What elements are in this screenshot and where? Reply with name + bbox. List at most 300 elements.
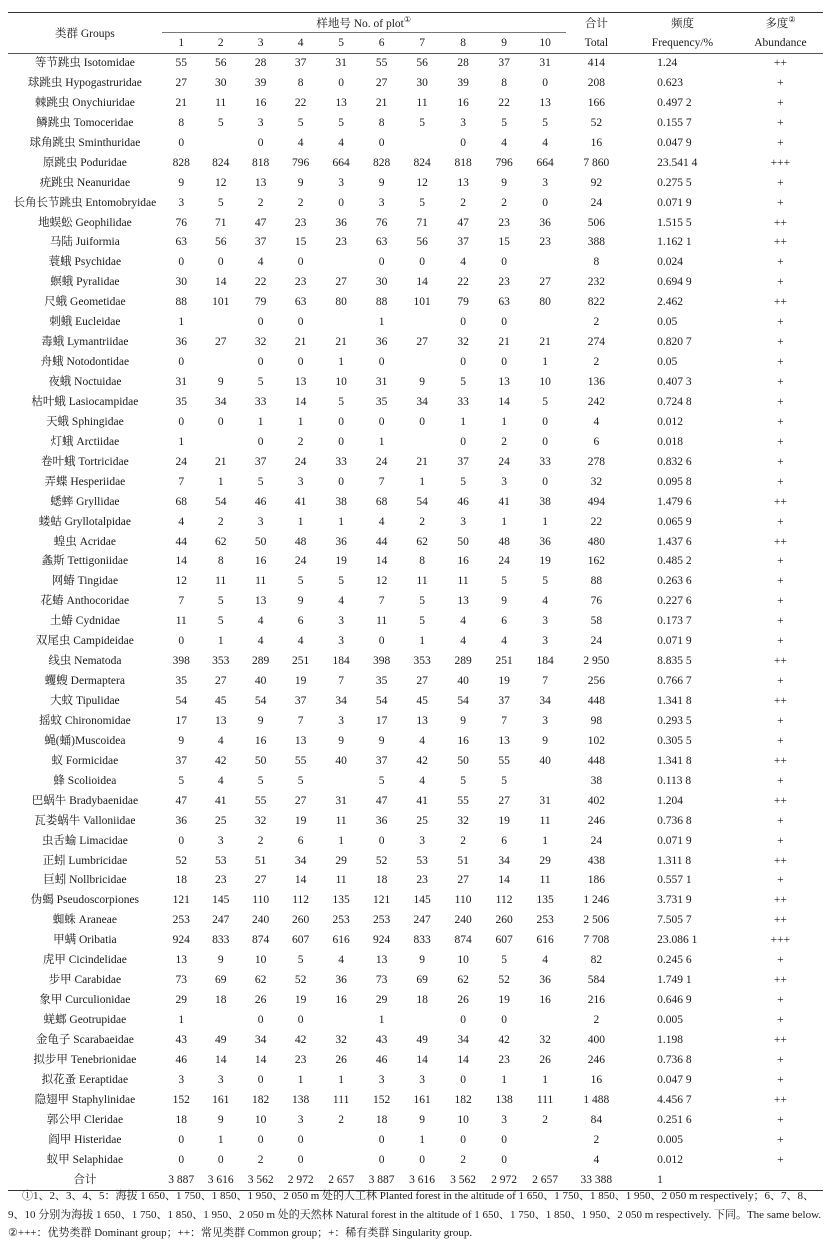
cell-plot-9: 14 xyxy=(498,395,510,408)
cell-plot-3: 0 xyxy=(257,435,264,448)
cell-plot-9: 0 xyxy=(501,1153,507,1166)
cell-plot-1: 88 xyxy=(175,296,187,309)
cell-plot-3: 2 xyxy=(257,196,264,209)
cell-total: 278 xyxy=(587,455,605,468)
cell-plot-8: 16 xyxy=(457,734,469,747)
cell-plot-2: 0 xyxy=(217,415,224,428)
cell-plot-6: 828 xyxy=(372,156,391,169)
cell-plot-7: 14 xyxy=(416,276,428,289)
cell-group-name: 球角跳虫 Sminthuridae xyxy=(29,136,141,149)
cell-plot-1: 44 xyxy=(175,535,187,548)
cell-abundance: ++ xyxy=(773,495,787,508)
cell-plot-1: 4 xyxy=(178,515,185,528)
cell-plot-7: 42 xyxy=(416,754,428,767)
cell-total: 246 xyxy=(587,814,605,827)
cell-plot-1: 76 xyxy=(175,216,187,229)
cell-plot-1: 36 xyxy=(175,336,187,349)
cell-group-name: 摇蚊 Chironomidae xyxy=(39,714,131,727)
cell-plot-7: 23 xyxy=(416,874,428,887)
table-row xyxy=(8,752,823,772)
cell-abundance: + xyxy=(777,575,784,588)
cell-plot-7: 21 xyxy=(416,455,428,468)
cell-plot-4: 23 xyxy=(294,1053,307,1066)
cell-plot-4: 14 xyxy=(294,874,307,887)
cell-plot-8: 4 xyxy=(460,635,466,648)
cell-plot-9: 2 xyxy=(501,196,507,209)
cell-plot-1: 35 xyxy=(175,395,187,408)
cell-plot-2: 49 xyxy=(214,1033,227,1046)
cell-plot-2: 54 xyxy=(214,495,227,508)
cell-abundance: + xyxy=(777,1153,784,1166)
cell-plot-9: 4 xyxy=(501,635,507,648)
cell-total: 822 xyxy=(587,296,605,309)
cell-plot-10: 11 xyxy=(539,814,551,827)
cell-plot-8: 2 xyxy=(460,196,466,209)
cell-plot-8: 27 xyxy=(457,874,469,887)
cell-frequency: 0.736 8 xyxy=(657,1053,692,1066)
cell-plot-9: 13 xyxy=(498,734,510,747)
cell-plot-9: 5 xyxy=(501,774,507,787)
cell-plot-2: 824 xyxy=(212,156,230,169)
cell-plot-9: 37 xyxy=(498,57,510,69)
cell-plot-8: 54 xyxy=(457,695,469,707)
cell-plot-1: 3 887 xyxy=(162,1171,201,1191)
cell-plot-3: 22 xyxy=(254,276,267,289)
cell-plot-1: 18 xyxy=(175,874,187,887)
cell-plot-2: 3 616 xyxy=(201,1171,241,1191)
cell-plot-10: 29 xyxy=(539,854,551,867)
header-abund-en: Abundance xyxy=(738,33,823,54)
cell-total: 216 xyxy=(587,994,605,1007)
cell-plot-6: 13 xyxy=(375,954,388,967)
cell-plot-6: 30 xyxy=(375,276,388,289)
cell-frequency: 0.005 xyxy=(657,1133,683,1146)
cell-frequency: 0.275 5 xyxy=(657,176,692,189)
cell-plot-8: 874 xyxy=(454,934,472,947)
table-row xyxy=(8,134,823,154)
cell-plot-1: 253 xyxy=(172,914,190,927)
header-abund-label: 多度 xyxy=(765,17,789,30)
cell-frequency: 0.113 8 xyxy=(657,774,692,787)
cell-abundance: ++ xyxy=(773,854,787,867)
cell-plot-4: 37 xyxy=(294,57,307,69)
cell-group-name: 甲螨 Oribatia xyxy=(53,934,117,947)
cell-plot-8: 34 xyxy=(457,1033,469,1046)
cell-plot-6: 11 xyxy=(376,615,388,628)
cell-plot-8: 62 xyxy=(457,974,469,987)
cell-plot-7: 13 xyxy=(416,714,428,727)
cell-group-name: 合计 xyxy=(8,1171,162,1191)
header-plot-8: 8 xyxy=(443,33,484,54)
table-row xyxy=(8,672,823,692)
cell-plot-9: 48 xyxy=(498,535,510,548)
table-row xyxy=(8,552,823,572)
header-plots-label: 样地号 No. of plot xyxy=(316,17,404,30)
cell-plot-3: 37 xyxy=(254,236,267,249)
cell-abundance: + xyxy=(777,1113,784,1126)
cell-plot-1: 924 xyxy=(172,934,190,947)
cell-plot-9: 22 xyxy=(498,96,510,109)
table-row xyxy=(8,1131,823,1151)
cell-plot-3: 3 562 xyxy=(241,1171,281,1191)
cell-group-name: 巴蜗牛 Bradybaenidae xyxy=(31,794,139,807)
cell-group-name: 蠼螋 Dermaptera xyxy=(44,675,125,688)
cell-plot-6: 0 xyxy=(378,256,385,269)
cell-plot-5 xyxy=(321,772,362,792)
cell-plot-4: 607 xyxy=(292,934,310,947)
cell-plot-1: 9 xyxy=(178,176,185,189)
cell-abundance: + xyxy=(777,1133,784,1146)
cell-plot-5: 1 xyxy=(338,515,344,528)
cell-abundance: + xyxy=(777,1053,784,1066)
cell-plot-3: 13 xyxy=(254,176,267,189)
cell-total: 448 xyxy=(587,754,605,767)
cell-plot-2: 14 xyxy=(214,276,227,289)
cell-plot-5: 4 xyxy=(338,595,344,608)
cell-plot-7: 1 xyxy=(419,1133,425,1146)
cell-plot-1: 3 xyxy=(178,1073,185,1086)
header-plot-5: 5 xyxy=(321,33,362,54)
cell-plot-8: 2 xyxy=(460,834,466,847)
table-row xyxy=(8,453,823,473)
cell-plot-7: 11 xyxy=(416,96,428,109)
cell-plot-9: 260 xyxy=(495,914,513,927)
cell-plot-5: 80 xyxy=(335,296,347,309)
cell-plot-3: 5 xyxy=(257,475,264,488)
cell-plot-1: 43 xyxy=(175,1033,187,1046)
cell-plot-10: 2 657 xyxy=(525,1171,566,1191)
cell-plot-1: 398 xyxy=(172,655,190,668)
cell-group-name: 球跳虫 Hypogastruridae xyxy=(27,76,142,89)
cell-plot-10 xyxy=(525,772,566,792)
cell-plot-5: 36 xyxy=(335,535,347,548)
cell-plot-8: 47 xyxy=(457,216,469,229)
cell-group-name: 蝇(蛹)Muscoidea xyxy=(44,734,126,747)
cell-plot-3: 2 xyxy=(257,834,264,847)
cell-plot-2: 21 xyxy=(214,455,227,468)
cell-frequency: 0.155 7 xyxy=(657,116,692,129)
header-plot-4: 4 xyxy=(281,33,321,54)
cell-plot-4: 9 xyxy=(297,176,304,189)
cell-abundance: + xyxy=(777,555,784,568)
cell-total: 82 xyxy=(590,954,603,967)
cell-plot-2: 69 xyxy=(214,974,227,987)
cell-plot-3: 10 xyxy=(254,954,267,967)
cell-abundance: + xyxy=(777,455,784,468)
cell-plot-5: 3 xyxy=(338,635,344,648)
cell-plot-5: 664 xyxy=(332,156,350,169)
cell-plot-9: 24 xyxy=(498,555,510,568)
cell-plot-4: 0 xyxy=(297,1153,304,1166)
cell-plot-9: 13 xyxy=(498,376,510,388)
cell-plot-3: 46 xyxy=(254,495,267,508)
cell-plot-6: 0 xyxy=(378,834,385,847)
cell-group-name: 夜蛾 Noctuidae xyxy=(48,376,122,388)
cell-group-name: 双尾虫 Campideidae xyxy=(35,635,134,648)
cell-plot-10 xyxy=(525,1131,566,1151)
cell-plot-7: 4 xyxy=(419,734,425,747)
cell-plot-4: 796 xyxy=(292,156,310,169)
cell-abundance: +++ xyxy=(770,934,791,947)
cell-group-name: 花蝽 Anthocoridae xyxy=(40,595,130,608)
cell-plot-4: 14 xyxy=(294,395,307,408)
cell-abundance: + xyxy=(777,415,784,428)
cell-plot-6: 29 xyxy=(375,994,388,1007)
cell-frequency: 0.557 1 xyxy=(657,874,692,887)
cell-plot-2: 12 xyxy=(214,176,227,189)
cell-plot-4: 19 xyxy=(294,994,307,1007)
cell-plot-3: 32 xyxy=(254,814,267,827)
cell-plot-8: 2 xyxy=(460,1153,466,1166)
table-row xyxy=(8,393,823,413)
header-plot-3: 3 xyxy=(241,33,281,54)
cell-plot-8: 13 xyxy=(457,176,469,189)
cell-plot-6: 76 xyxy=(375,216,388,229)
cell-plot-4: 2 xyxy=(297,435,304,448)
cell-plot-5: 21 xyxy=(335,336,347,349)
cell-abundance: + xyxy=(777,96,784,109)
cell-plot-3: 818 xyxy=(252,156,270,169)
cell-total: 136 xyxy=(587,376,605,388)
cell-plot-2: 23 xyxy=(214,874,227,887)
table-row xyxy=(8,1151,823,1171)
cell-frequency: 1.311 8 xyxy=(657,854,692,867)
cell-plot-6: 0 xyxy=(378,356,385,369)
cell-plot-2: 18 xyxy=(214,994,227,1007)
cell-plot-7: 34 xyxy=(416,395,428,408)
cell-plot-1: 828 xyxy=(172,156,190,169)
cell-plot-4: 13 xyxy=(294,376,307,388)
cell-plot-1: 9 xyxy=(178,734,185,747)
cell-plot-4: 4 xyxy=(297,136,304,149)
cell-plot-4: 34 xyxy=(294,854,307,867)
cell-plot-1: 1 xyxy=(178,435,185,448)
cell-plot-7: 833 xyxy=(413,934,431,947)
cell-plot-4: 63 xyxy=(294,296,307,309)
cell-plot-10: 33 xyxy=(539,455,551,468)
cell-total: 246 xyxy=(587,1053,605,1066)
cell-group-name: 拟步甲 Tenebrionidae xyxy=(33,1053,137,1066)
cell-plot-7: 62 xyxy=(416,535,428,548)
cell-abundance: ++ xyxy=(773,794,787,807)
cell-plot-5: 29 xyxy=(335,854,347,867)
cell-plot-3: 55 xyxy=(254,794,267,807)
cell-plot-8: 5 xyxy=(460,475,466,488)
cell-abundance: ++ xyxy=(773,894,787,907)
cell-plot-7: 5 xyxy=(419,615,425,628)
cell-plot-10: 0 xyxy=(542,76,548,89)
cell-group-name: 郭公甲 Cleridae xyxy=(46,1113,124,1126)
cell-plot-1: 7 xyxy=(178,475,185,488)
cell-plot-10: 3 xyxy=(542,714,548,727)
table-row xyxy=(8,1111,823,1131)
cell-plot-3: 3 xyxy=(257,116,264,129)
cell-plot-9: 796 xyxy=(495,156,513,169)
cell-abundance: + xyxy=(777,834,784,847)
cell-plot-8: 3 xyxy=(460,116,466,129)
cell-plot-6: 36 xyxy=(375,814,388,827)
cell-plot-8: 5 xyxy=(460,774,466,787)
cell-plot-2: 30 xyxy=(214,76,227,89)
cell-total: 438 xyxy=(587,854,605,867)
cell-plot-9: 607 xyxy=(495,934,513,947)
cell-plot-3: 0 xyxy=(257,316,264,329)
cell-plot-1: 54 xyxy=(175,695,187,707)
cell-plot-2 xyxy=(201,1011,241,1031)
cell-frequency: 0.05 xyxy=(657,316,678,329)
cell-plot-1: 37 xyxy=(175,754,187,767)
cell-plot-7: 11 xyxy=(416,575,428,588)
cell-plot-4: 5 xyxy=(297,774,304,787)
table-row xyxy=(8,194,823,214)
cell-group-name: 卷叶蛾 Tortricidae xyxy=(41,455,129,468)
cell-plot-5: 253 xyxy=(332,914,350,927)
cell-plot-9: 5 xyxy=(501,575,507,588)
cell-plot-1: 0 xyxy=(178,415,185,428)
cell-total: 52 xyxy=(590,116,603,129)
cell-plot-10: 31 xyxy=(539,794,551,807)
table-row xyxy=(8,313,823,333)
cell-frequency: 2.462 xyxy=(657,296,683,309)
cell-frequency: 0.832 6 xyxy=(657,455,692,468)
cell-plot-2: 3 xyxy=(217,834,224,847)
cell-plot-10: 3 xyxy=(542,635,548,648)
cell-plot-9: 15 xyxy=(498,236,510,249)
cell-plot-7: 1 xyxy=(419,635,425,648)
cell-plot-1: 121 xyxy=(172,894,190,907)
cell-plot-6: 0 xyxy=(378,1133,385,1146)
cell-plot-1: 1 xyxy=(178,1014,185,1026)
cell-plot-3: 79 xyxy=(254,296,267,309)
cell-plot-8: 11 xyxy=(457,575,469,588)
cell-plot-2: 161 xyxy=(212,1093,230,1106)
cell-plot-4: 0 xyxy=(297,256,304,269)
cell-plot-5: 11 xyxy=(335,874,347,887)
cell-group-name: 虎甲 Cicindelidae xyxy=(42,954,127,967)
cell-plot-10: 16 xyxy=(539,994,551,1007)
cell-plot-10: 664 xyxy=(536,156,554,169)
cell-plot-4: 7 xyxy=(297,714,304,727)
cell-plot-8: 0 xyxy=(460,136,466,149)
cell-plot-8: 110 xyxy=(454,894,472,907)
cell-plot-7: 824 xyxy=(413,156,431,169)
header-plot-6: 6 xyxy=(362,33,402,54)
table-row xyxy=(8,652,823,672)
cell-total: 24 xyxy=(590,635,603,648)
cell-plot-8: 0 xyxy=(460,1073,466,1086)
cell-plot-1: 0 xyxy=(178,356,185,369)
table-row xyxy=(8,353,823,373)
cell-plot-6: 88 xyxy=(375,296,388,309)
cell-abundance: +++ xyxy=(770,156,791,169)
cell-plot-6: 68 xyxy=(375,495,388,508)
cell-plot-8: 32 xyxy=(457,814,469,827)
cell-plot-3: 33 xyxy=(254,395,267,408)
cell-plot-5: 184 xyxy=(332,655,350,668)
cell-plot-8: 182 xyxy=(454,1093,472,1106)
cell-plot-10: 0 xyxy=(542,475,548,488)
cell-plot-1: 29 xyxy=(175,994,187,1007)
cell-frequency: 7.505 7 xyxy=(657,914,692,927)
cell-plot-6: 73 xyxy=(375,974,388,987)
cell-plot-8: 0 xyxy=(460,316,466,329)
cell-frequency: 0.047 9 xyxy=(657,1073,692,1086)
cell-group-name: 土蝽 Cydnidae xyxy=(49,615,120,628)
cell-plot-4: 112 xyxy=(292,894,310,907)
cell-plot-10: 0 xyxy=(542,415,548,428)
cell-frequency: 1.479 6 xyxy=(657,495,692,508)
cell-plot-7: 41 xyxy=(416,794,428,807)
cell-plot-7: 54 xyxy=(416,495,428,508)
cell-plot-4: 19 xyxy=(294,675,307,688)
table-row xyxy=(8,1011,823,1031)
cell-abundance: + xyxy=(777,116,784,129)
cell-plot-3: 39 xyxy=(254,76,267,89)
cell-plot-9: 9 xyxy=(501,176,507,189)
cell-plot-3: 240 xyxy=(252,914,270,927)
cell-plot-9: 3 xyxy=(501,475,507,488)
cell-plot-6: 7 xyxy=(378,595,385,608)
cell-total: 186 xyxy=(587,874,605,887)
cell-plot-2: 27 xyxy=(214,675,227,688)
cell-plot-10: 5 xyxy=(542,575,548,588)
cell-plot-6: 398 xyxy=(372,655,391,668)
cell-plot-10: 10 xyxy=(539,376,551,388)
cell-frequency: 0.05 xyxy=(657,356,678,369)
cell-frequency: 0.736 8 xyxy=(657,814,692,827)
cell-plot-4: 3 xyxy=(297,475,304,488)
cell-plot-4: 55 xyxy=(294,754,307,767)
cell-frequency: 0.024 xyxy=(657,256,683,269)
cell-plot-7 xyxy=(402,353,443,373)
cell-plot-3: 50 xyxy=(254,535,267,548)
cell-plot-10: 5 xyxy=(542,116,548,129)
cell-abundance: + xyxy=(777,994,784,1007)
table-row xyxy=(8,931,823,951)
cell-frequency: 0.485 2 xyxy=(657,555,692,568)
cell-plot-8: 37 xyxy=(457,236,469,249)
cell-plot-3: 14 xyxy=(254,1053,267,1066)
cell-plot-10: 1 xyxy=(542,1073,548,1086)
cell-total: 1 246 xyxy=(583,894,610,907)
cell-plot-10: 36 xyxy=(539,216,551,229)
cell-plot-7: 247 xyxy=(413,914,431,927)
cell-plot-10: 184 xyxy=(536,655,554,668)
cell-plot-6: 5 xyxy=(378,774,385,787)
cell-plot-8: 40 xyxy=(457,675,469,688)
cell-group-name: 象甲 Curculionidae xyxy=(39,994,131,1007)
cell-abundance: + xyxy=(777,176,784,189)
cell-plot-7 xyxy=(402,433,443,453)
cell-plot-5: 40 xyxy=(335,754,347,767)
cell-total: 76 xyxy=(590,595,603,608)
cell-plot-6: 4 xyxy=(378,515,385,528)
cell-plot-9: 27 xyxy=(498,794,510,807)
table-row xyxy=(8,592,823,612)
cell-plot-4: 2 xyxy=(297,196,304,209)
cell-plot-8: 51 xyxy=(457,854,469,867)
cell-plot-2: 56 xyxy=(214,236,227,249)
cell-plot-4: 8 xyxy=(297,76,304,89)
cell-plot-2: 833 xyxy=(212,934,230,947)
cell-plot-6: 46 xyxy=(375,1053,388,1066)
cell-plot-10: 19 xyxy=(539,555,551,568)
cell-plot-10: 7 xyxy=(542,675,548,688)
table-row xyxy=(8,712,823,732)
cell-plot-5: 36 xyxy=(335,216,347,229)
cell-total: 506 xyxy=(587,216,605,229)
cell-plot-9: 0 xyxy=(501,1014,507,1026)
